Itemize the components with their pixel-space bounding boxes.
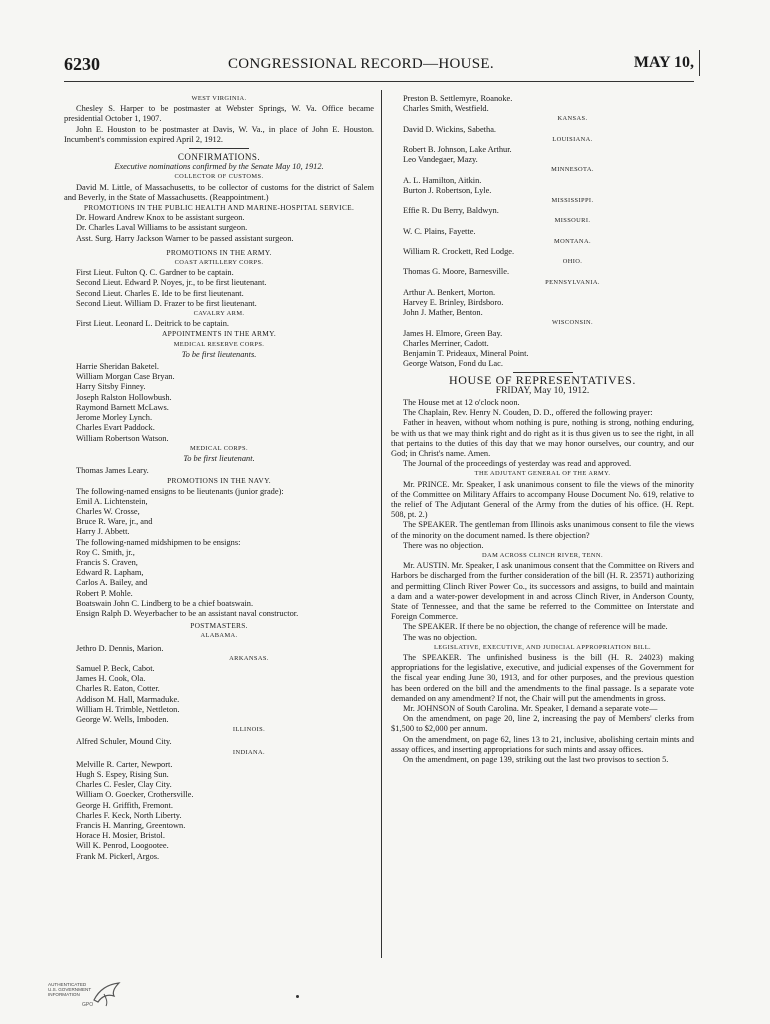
state-heading: MISSISSIPPI. (551, 197, 594, 205)
state-heading: MINNESOTA. (551, 166, 594, 174)
list-item: Addison M. Hall, Marmaduke. (76, 694, 180, 704)
paragraph: The following-named ensigns to be lieutenants (junior grade): (76, 486, 284, 496)
paragraph: Mr. AUSTIN. Mr. Speaker, I ask unanimous consent that the Committee on Rivers and Harbors be discharged from the further consideration of the bill (H. R. 23571) authorizing and permitting Clinch River Power Co., its successors and assigns, to build and maintain a dam and a water-power development in and across Clinch River, in Anderson County, State of Tennessee, and that the same be referred to the Committee on Interstate and Foreign Commerce. (391, 561, 694, 622)
nominations-subheading: Executive nominations confirmed by the Senate May 10, 1912. (114, 162, 324, 172)
list-item: Roy C. Smith, jr., (76, 547, 135, 557)
list-item: Charles F. Keck, North Liberty. (76, 810, 182, 820)
list-item: George Watson, Fond du Lac. (403, 359, 503, 369)
state-heading: MISSOURI. (554, 217, 591, 225)
right-column (391, 94, 694, 765)
name-list (64, 548, 374, 599)
list-item: Frank M. Pickerl, Argos. (76, 851, 160, 861)
list-item: Joseph Ralston Hollowbush. (76, 392, 172, 402)
section-heading: LEGISLATIVE, EXECUTIVE, AND JUDICIAL APPROPRIATION BILL. (433, 643, 652, 651)
state-heading: ARKANSAS. (229, 654, 269, 662)
subheading: To be first lieutenant. (183, 453, 255, 463)
logo-text: AUTHENTICATED U.S. GOVERNMENT INFORMATION (48, 982, 92, 998)
list-item: Effie R. Du Berry, Baldwyn. (403, 206, 499, 216)
list-item: Robert B. Johnson, Lake Arthur. (403, 145, 512, 155)
state-heading: WEST VIRGINIA. (191, 95, 247, 102)
section-heading: DAM ACROSS CLINCH RIVER, TENN. (482, 551, 603, 559)
paragraph: The was no objection. (403, 632, 477, 642)
paragraph: The following-named midshipmen to be ensigns: (76, 537, 241, 547)
state-heading: ILLINOIS. (232, 726, 266, 734)
list-item: Harvey E. Brinley, Birdsboro. (403, 298, 504, 308)
list-item: Charles C. Fesler, Clay City. (76, 780, 172, 790)
list-item: Jerome Morley Lynch. (76, 413, 153, 423)
section-heading: PROMOTIONS IN THE PUBLIC HEALTH AND MARINE-HOSPITAL SERVICE. (83, 203, 355, 213)
paragraph: The Journal of the proceedings of yesterday was read and approved. (403, 459, 632, 469)
list-item: Leo Vandegaer, Mazy. (403, 155, 478, 165)
paragraph: On the amendment, on page 20, line 2, increasing the pay of Members' clerks from $1,500 to $2,000 per annum. (391, 714, 694, 734)
left-column (64, 94, 374, 862)
list-item: William O. Goecker, Crothersville. (76, 790, 194, 800)
section-heading: PROMOTIONS IN THE ARMY. (166, 247, 272, 257)
state-heading: PENNSYLVANIA. (545, 278, 600, 286)
date-heading: FRIDAY, May 10, 1912. (495, 385, 590, 396)
list-item: First Lieut. Leonard L. Deitrick to be captain. (76, 319, 230, 329)
list-item: First Lieut. Fulton Q. C. Gardner to be captain. (76, 268, 234, 278)
list-item: Arthur A. Benkert, Morton. (403, 287, 496, 297)
page-mark (296, 995, 299, 998)
list-item: George H. Griffith, Fremont. (76, 800, 173, 810)
list-item: Charles W. Crosse, (76, 506, 140, 516)
list-item: William R. Crockett, Red Lodge. (403, 247, 515, 257)
state-heading: INDIANA. (232, 748, 266, 756)
list-item: Harry J. Abbett. (76, 527, 130, 537)
list-item: Dr. Charles Laval Williams to be assistant surgeon. (76, 223, 248, 233)
list-item: Charles Evart Paddock. (76, 423, 155, 433)
list-item: David D. Wickins, Sabetha. (403, 124, 497, 134)
name-list (391, 145, 694, 165)
list-item: Jethro D. Dennis, Marion. (76, 643, 164, 653)
section-rule (189, 148, 249, 149)
list-item: Carlos A. Bailey, and (76, 578, 148, 588)
paragraph: Mr. JOHNSON of South Carolina. Mr. Speaker, I demand a separate vote— (403, 703, 658, 713)
list-item: W. C. Plains, Fayette. (403, 226, 476, 236)
header-date: MAY 10, (633, 54, 694, 71)
section-heading: PROMOTIONS IN THE NAVY. (167, 476, 271, 486)
state-heading: ALABAMA. (200, 632, 238, 640)
subsection-heading: COAST ARTILLERY CORPS. (174, 259, 264, 267)
list-item: Robert P. Mohle. (76, 588, 133, 598)
eagle-icon (92, 980, 122, 1008)
list-item: Francis S. Craven, (76, 557, 138, 567)
subsection-heading: MEDICAL RESERVE CORPS. (173, 340, 265, 348)
confirmations-heading: CONFIRMATIONS. (177, 152, 261, 163)
name-list (391, 329, 694, 370)
list-item: Will K. Penrod, Loogootee. (76, 841, 169, 851)
name-list (64, 362, 374, 444)
list-item: Emil A. Lichtenstein, (76, 496, 148, 506)
list-item: William Robertson Watson. (76, 433, 169, 443)
paragraph: Chesley S. Harper to be postmaster at Webster Springs, W. Va. Office became presidential October 1, 1907. (64, 104, 374, 124)
list-item: Second Lieut. William D. Frazer to be first lieutenant. (76, 298, 257, 308)
list-item: Burton J. Robertson, Lyle. (403, 185, 492, 195)
paragraph: On the amendment, on page 139, striking out the last two provisos to section 5. (403, 755, 669, 764)
list-item: Harrie Sheridan Baketel. (76, 362, 160, 372)
list-item: Second Lieut. Edward P. Noyes, jr., to be first lieutenant. (76, 278, 267, 288)
list-item: George W. Wells, Imboden. (76, 714, 169, 724)
list-item: John J. Mather, Benton. (403, 308, 483, 318)
paragraph: The SPEAKER. The gentleman from Illinois asks unanimous consent to file the views of the minority on the document named. Is there objection? (391, 520, 694, 540)
name-list (391, 288, 694, 319)
page-header (64, 54, 694, 76)
list-item: Hugh S. Espey, Rising Sun. (76, 770, 169, 779)
paragraph: John E. Houston to be postmaster at Davis, W. Va., in place of John E. Houston. Incumbent's commission expired April 2, 1912. (64, 124, 374, 144)
section-heading: APPOINTMENTS IN THE ARMY. (162, 329, 276, 339)
list-item: Charles R. Eaton, Cotter. (76, 684, 160, 694)
list-item: Harry Sitsby Finney. (76, 382, 146, 392)
section-heading: POSTMASTERS. (190, 621, 248, 631)
name-list (64, 664, 374, 725)
list-item: William H. Trimble, Nettleton. (76, 704, 180, 714)
list-item: Alfred Schuler, Mound City. (76, 737, 172, 747)
paragraph: The SPEAKER. If there be no objection, the change of reference will be made. (403, 622, 668, 632)
name-list (64, 497, 374, 538)
list-item: James H. Elmore, Green Bay. (403, 328, 503, 338)
list-item: Horace H. Mosier, Bristol. (76, 831, 165, 841)
list-item: Thomas James Leary. (76, 466, 149, 476)
paragraph: Boatswain John C. Lindberg to be a chief boatswain. (76, 598, 254, 608)
name-list (391, 94, 694, 114)
state-heading: OHIO. (562, 258, 583, 266)
paragraph: Mr. PRINCE. Mr. Speaker, I ask unanimous consent to file the views of the minority of the Committee on Military Affairs to accompany House Document No. 619, relative to the relief of The Adjutant General of the Army from the duties of his office. (H. Rept. 508, pt. 2.) (391, 479, 694, 520)
state-heading: WISCONSIN. (551, 319, 594, 327)
subsection-heading: MEDICAL CORPS. (190, 444, 248, 452)
list-item: A. L. Hamilton, Aitkin. (403, 175, 482, 185)
header-rule (64, 81, 694, 82)
paragraph: The Chaplain, Rev. Henry N. Couden, D. D., offered the following prayer: (403, 408, 653, 418)
running-title: CONGRESSIONAL RECORD—HOUSE. (228, 56, 494, 72)
paragraph: Ensign Ralph D. Weyerbacher to be an assistant naval constructor. (76, 608, 299, 618)
list-item: Charles Merriner, Cadott. (403, 338, 489, 348)
subheading: To be first lieutenants. (181, 349, 257, 359)
list-item: Melville R. Carter, Newport. (76, 759, 173, 769)
list-item: Samuel P. Beck, Cabot. (76, 663, 155, 673)
state-heading: LOUISIANA. (552, 135, 593, 143)
gpo-authentication-logo (48, 980, 128, 1012)
paragraph: The House met at 12 o'clock noon. (403, 397, 520, 407)
name-list (391, 176, 694, 196)
list-item: Francis H. Manring, Greentown. (76, 821, 186, 831)
list-item: Benjamin T. Prideaux, Mineral Point. (403, 349, 529, 359)
paragraph: The SPEAKER. The unfinished business is the bill (H. R. 24023) making appropriations for the legislative, executive, and judicial expenses of the Government for the fiscal year ending June 30, 1913, and for other purposes, and the previous question has been ordered on the bill and the amendments to the final passage. Is a separate vote demanded on any amendment? If not, the Chair will put the amendments in gross. (391, 652, 694, 703)
list-item: Preston B. Settlemyre, Roanoke. (403, 94, 513, 103)
name-list (64, 760, 374, 862)
list-item: Asst. Surg. Harry Jackson Warner to be passed assistant surgeon. (76, 233, 294, 243)
house-heading: HOUSE OF REPRESENTATIVES. (448, 373, 637, 388)
list-item: Second Lieut. Charles E. Ide to be first lieutenant. (76, 288, 244, 298)
list-item: Raymond Barnett McLaws. (76, 402, 169, 412)
paragraph: On the amendment, on page 62, lines 13 to 21, inclusive, abolishing certain mints and assay offices, and inserting appropriations for such mints and assay offices. (391, 734, 694, 754)
section-heading: THE ADJUTANT GENERAL OF THE ARMY. (474, 470, 611, 478)
list-item: Edward R. Lapham, (76, 568, 144, 578)
paragraph: David M. Little, of Massachusetts, to be collector of customs for the district of Salem and Beverly, in the State of Massachusetts. (Reappointment.) (64, 182, 374, 202)
state-heading: MONTANA. (554, 237, 591, 245)
state-heading: KANSAS. (557, 115, 588, 123)
list-item: Charles Smith, Westfield. (403, 104, 489, 114)
page-number: 6230 (64, 54, 100, 74)
column-divider (381, 90, 382, 958)
paragraph: There was no objection. (403, 540, 484, 550)
list-item: Bruce R. Ware, jr., and (76, 517, 153, 527)
list-item: Dr. Howard Andrew Knox to be assistant surgeon. (76, 213, 245, 223)
prayer-paragraph: Father in heaven, without whom nothing is pure, nothing is strong, nothing enduring, be with us that we may think right and do right as it is thus given us to see the right, in all that pertains to the duties of this day that we may honor ourselves, our country, and our God; in Christ's name. Amen. (391, 418, 694, 458)
list-item: Thomas G. Moore, Barnesville. (403, 267, 510, 277)
subsection-heading: CAVALRY ARM. (193, 310, 245, 318)
section-heading: COLLECTOR OF CUSTOMS. (174, 173, 264, 181)
list-item: James H. Cook, Ola. (76, 674, 146, 684)
list-item: William Morgan Case Bryan. (76, 372, 175, 382)
gpo-mark: GPO (82, 1002, 94, 1008)
